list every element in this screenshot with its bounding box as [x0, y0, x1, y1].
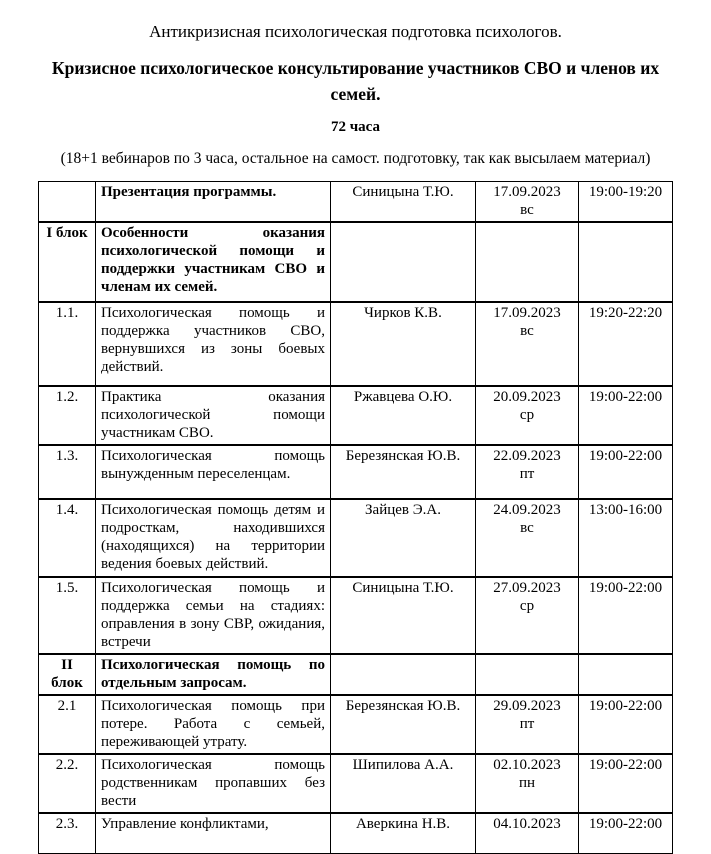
- weekday-text: вс: [520, 202, 534, 218]
- speaker-cell: Зайцев Э.А.: [331, 499, 476, 577]
- topic-cell: Психологическая помощь по отдельным запросам.: [96, 654, 331, 695]
- topic-cell: Психологическая помощь детям и подросткам, находившихся (находящихся) на территории ведения боевых действий.: [96, 499, 331, 577]
- date-text: 17.09.2023: [493, 305, 561, 321]
- row-number-cell: 2.1: [39, 695, 96, 754]
- topic-cell: Психологическая помощь и поддержка семьи на стадиях: оправления в зону СВР, ожидания, встречи: [96, 577, 331, 654]
- date-cell: [476, 695, 579, 754]
- time-cell: 19:00-22:00: [579, 386, 673, 445]
- table-row-2-1: [39, 695, 673, 754]
- date-cell: [476, 445, 579, 499]
- course-hours: 72 часа: [330, 119, 381, 135]
- date-text: 24.09.2023: [493, 502, 561, 518]
- time-cell: [579, 654, 673, 695]
- topic-cell: Практика оказания психологической помощи участникам СВО.: [96, 386, 331, 445]
- weekday-text: вс: [520, 520, 534, 536]
- speaker-cell: Шипилова А.А.: [331, 754, 476, 813]
- speaker-cell: Березянская Ю.В.: [331, 695, 476, 754]
- speaker-cell: [331, 222, 476, 302]
- row-number-cell: 1.4.: [39, 499, 96, 577]
- topic-cell: Презентация программы.: [96, 182, 331, 223]
- speaker-cell: Ржавцева О.Ю.: [331, 386, 476, 445]
- date-cell: [476, 654, 579, 695]
- row-number-cell: I блок: [39, 222, 96, 302]
- speaker-cell: Синицына Т.Ю.: [331, 182, 476, 223]
- time-cell: [579, 222, 673, 302]
- date-cell: [476, 386, 579, 445]
- document-page: [0, 22, 711, 832]
- speaker-cell: Чирков К.В.: [331, 302, 476, 386]
- speaker-cell: Березянская Ю.В.: [331, 445, 476, 499]
- row-number-cell: 1.1.: [39, 302, 96, 386]
- topic-cell: Особенности оказания психологической помощи и поддержки участникам СВО и членам их семей.: [96, 222, 331, 302]
- row-number-cell: 1.2.: [39, 386, 96, 445]
- table-row-presentation: [39, 182, 673, 223]
- date-text: 17.09.2023: [493, 184, 561, 200]
- time-cell: 19:00-22:00: [579, 695, 673, 754]
- table-row-2-3: [39, 813, 673, 853]
- date-cell: [476, 222, 579, 302]
- date-text: 22.09.2023: [493, 448, 561, 464]
- date-text: 27.09.2023: [493, 580, 561, 596]
- table-row-1-3: [39, 445, 673, 499]
- row-number-cell: 1.5.: [39, 577, 96, 654]
- date-text: 04.10.2023: [493, 816, 561, 832]
- date-cell: [476, 813, 579, 853]
- document-title: Антикризисная психологическая подготовка психологов.: [149, 22, 562, 41]
- date-cell: [476, 577, 579, 654]
- date-cell: [476, 499, 579, 577]
- table-row-1-5: [39, 577, 673, 654]
- table-row-2-2: [39, 754, 673, 813]
- date-cell: [476, 302, 579, 386]
- row-number-cell: [39, 182, 96, 223]
- date-text: 29.09.2023: [493, 698, 561, 714]
- time-cell: 19:20-22:20: [579, 302, 673, 386]
- date-text: 02.10.2023: [493, 757, 561, 773]
- topic-cell: Психологическая помощь вынужденным переселенцам.: [96, 445, 331, 499]
- course-format-note: (18+1 вебинаров по 3 часа, остальное на самост. подготовку, так как высылаем материал): [60, 150, 651, 167]
- weekday-text: ср: [519, 407, 535, 423]
- topic-cell: Психологическая помощь и поддержка участников СВО, вернувшихся из зоны боевых действий.: [96, 302, 331, 386]
- time-cell: 19:00-19:20: [579, 182, 673, 223]
- weekday-text: пт: [519, 466, 535, 482]
- date-cell: [476, 182, 579, 223]
- row-number-cell: 2.3.: [39, 813, 96, 853]
- time-cell: 19:00-22:00: [579, 813, 673, 853]
- schedule-table: [38, 181, 673, 854]
- weekday-text: вс: [520, 323, 534, 339]
- row-number-cell: 2.2.: [39, 754, 96, 813]
- time-cell: 19:00-22:00: [579, 445, 673, 499]
- speaker-cell: Аверкина Н.В.: [331, 813, 476, 853]
- topic-cell: Психологическая помощь родственникам пропавших без вести: [96, 754, 331, 813]
- document-subtitle: Кризисное психологическое консультирование участников СВО и членов их семей.: [51, 58, 660, 104]
- topic-cell: Управление конфликтами,: [96, 813, 331, 853]
- speaker-cell: Синицына Т.Ю.: [331, 577, 476, 654]
- table-row-block-2: [39, 654, 673, 695]
- weekday-text: пт: [519, 716, 535, 732]
- row-number-cell: II блок: [39, 654, 96, 695]
- time-cell: 19:00-22:00: [579, 754, 673, 813]
- date-cell: [476, 754, 579, 813]
- table-row-block-1: [39, 222, 673, 302]
- time-cell: 19:00-22:00: [579, 577, 673, 654]
- table-row-1-1: [39, 302, 673, 386]
- weekday-text: пн: [518, 775, 536, 791]
- time-cell: 13:00-16:00: [579, 499, 673, 577]
- weekday-text: ср: [519, 598, 535, 614]
- table-row-1-2: [39, 386, 673, 445]
- row-number-cell: 1.3.: [39, 445, 96, 499]
- topic-cell: Психологическая помощь при потере. Работа с семьей, переживающей утрату.: [96, 695, 331, 754]
- table-row-1-4: [39, 499, 673, 577]
- speaker-cell: [331, 654, 476, 695]
- date-text: 20.09.2023: [493, 389, 561, 405]
